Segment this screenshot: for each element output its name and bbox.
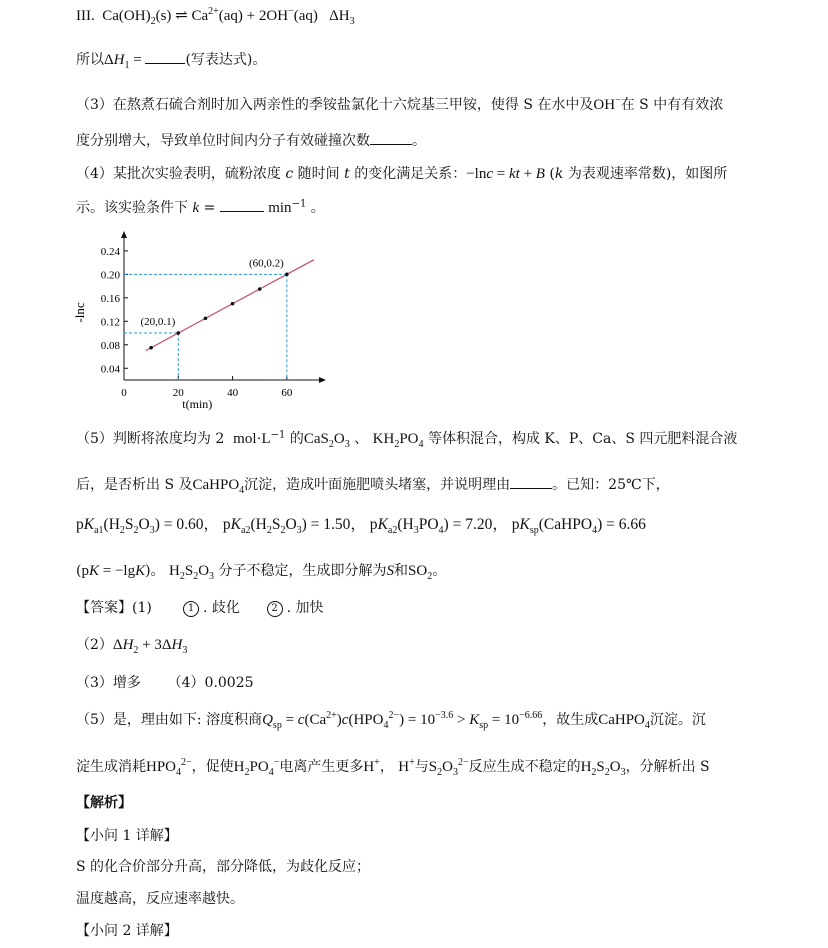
question-4: （4）某批次实验表明，硫粉浓度 c 随时间 t 的变化满足关系：−lnc = kt + B (k 为表观速率常数)，如图所 — [76, 166, 728, 182]
text: )。 — [145, 563, 165, 579]
text: 在 S 中有有效浓 — [620, 97, 724, 113]
circled-number: 2 — [267, 601, 283, 617]
text: ( — [549, 166, 555, 182]
text: （3）增多 — [76, 675, 141, 691]
text: （2） — [76, 637, 113, 653]
lnc-vs-time-chart — [70, 230, 330, 415]
y-tick-label: 0.04 — [100, 363, 120, 376]
x-axis-label: t(min) — [182, 397, 213, 411]
answer-blank[interactable] — [145, 49, 185, 64]
text: 所以 — [76, 52, 104, 68]
text: （3）在熬煮石硫合剂时加入两亲性的季铵盐氯化十六烷基三甲铵，使得 S 在水中及 — [76, 97, 594, 113]
x-axis-arrow — [319, 377, 326, 383]
text: 沉淀。沉 — [649, 712, 706, 728]
text: 和 — [394, 563, 408, 579]
analysis-heading: 【解析】 — [76, 795, 132, 811]
y-tick-label: 0.20 — [100, 269, 120, 282]
question-5-cont: 后，是否析出 S 及CaHPO$_4$沉淀，造成叶面施肥喷头堵塞，并说明理由 。已知：25℃下， — [76, 474, 808, 496]
text: . 加快 — [286, 600, 324, 616]
value: 6.66 — [618, 516, 646, 533]
x-tick-label: 60 — [281, 387, 293, 399]
text: 为表观速率常数)，如图所 — [567, 166, 728, 182]
pka-values: $pK_{a1}(H_2S_2O_3) = 0.60$， $pK_{a2}(H_2S_2O_3) = 1.50$， $pK_{a2}(H_3PO_4) = 7.20$， $pK_{sp}(CaHPO_4) = 6.66$ — [76, 516, 646, 537]
answer-3-4 — [76, 672, 808, 694]
y-tick-label: 0.16 — [100, 292, 120, 305]
text: 度分别增大，导致单位时间内分子有效碰撞次数 — [76, 133, 370, 149]
text: 后，是否析出 S 及 — [76, 477, 193, 493]
question-3: （3）在熬煮石硫合剂时加入两亲性的季铵盐氯化十六烷基三甲铵，使得 S 在水中及OH−在 S 中有有效浓 — [76, 95, 724, 113]
text: 的 — [289, 431, 304, 447]
point-annotation: (60,0.2) — [249, 257, 284, 270]
subquestion-2-heading: 【小问 2 详解】 — [76, 923, 178, 939]
text: c — [285, 166, 294, 182]
answer-1 — [76, 597, 808, 619]
text: 沉淀，造成叶面施肥喷头堵塞，并说明理由 — [244, 477, 511, 493]
x-tick-label: 20 — [172, 387, 184, 399]
equation-iii: III. $Ca(OH)_2(s)$ ⇌ $Ca^{2+}(aq) + 2OH^-(aq)$ $\Delta H_3$ — [76, 6, 355, 27]
text: ，促使 — [191, 759, 234, 775]
answer-blank[interactable] — [220, 197, 264, 212]
data-point — [285, 273, 289, 277]
text: min — [268, 200, 292, 216]
text: mol·L — [233, 431, 271, 447]
fit-line — [146, 260, 314, 351]
text: ， — [379, 759, 394, 775]
subquestion-1-heading: 【小问 1 详解】 — [76, 828, 178, 844]
text: 。已知：25℃下， — [552, 477, 670, 493]
circled-number: 1 — [183, 601, 199, 617]
text: . 歧化 — [203, 600, 240, 616]
text: 的变化满足关系： — [354, 166, 467, 182]
data-point — [204, 317, 208, 321]
text: （5）是，理由如下: 溶度积商 — [76, 712, 263, 728]
question-2-blank: 所以$\Delta H_1$ = (写表达式)。 — [76, 49, 808, 71]
text: （5）判断将浓度均为 2 — [76, 431, 225, 447]
text: ，故生成 — [542, 712, 599, 728]
value: 0.60 — [176, 516, 204, 533]
question-3-cont — [76, 130, 808, 152]
answer-2: $(2)\Delta H_2 + 3\Delta H_3$ — [76, 637, 188, 656]
data-point — [258, 287, 262, 291]
text: ，分解析出 S — [625, 759, 710, 775]
y-tick-label: 0.24 — [100, 245, 120, 258]
value: 1.50 — [323, 516, 351, 533]
data-point — [149, 346, 153, 350]
text: (写表达式)。 — [185, 52, 267, 68]
answer-blank[interactable] — [510, 474, 552, 489]
text: k — [554, 166, 564, 182]
equation-label: III. — [76, 8, 95, 24]
text: （4）某批次实验表明，硫粉浓度 — [76, 166, 281, 182]
text: 淀生成消耗 — [76, 759, 146, 775]
analysis-text-2: 温度越高，反应速率越快。 — [76, 891, 244, 907]
text: 随时间 — [297, 166, 340, 182]
text: 。 — [432, 563, 447, 579]
question-5: （5）判断将浓度均为 2 $mol\cdot L^{-1}$ 的$CaS_2O_3$ 、 $KH_2PO_4$ 等体积混合，构成 K、P、Ca、S 四元肥料混合液 — [76, 429, 738, 450]
pk-definition: (pK = −lgK)。 $H_2S_2O_3$ 分子不稳定，生成即分解为S和$SO_2$。 — [76, 563, 447, 582]
text: （4）0.0025 — [167, 675, 254, 691]
text: S — [386, 563, 394, 579]
y-tick-label: 0.08 — [100, 339, 120, 352]
text: 反应生成不稳定的 — [468, 759, 581, 775]
text: 电离产生更多 — [279, 759, 364, 775]
analysis-text-1: S 的化合价部分升高，部分降低，为歧化反应； — [76, 859, 371, 875]
text: 与 — [414, 759, 429, 775]
value: 7.20 — [465, 516, 493, 533]
y-tick-label: 0.12 — [100, 316, 120, 329]
data-point — [176, 331, 180, 335]
text: 等体积混合，构成 K、P、Ca、S 四元肥料混合液 — [427, 431, 738, 447]
text: 分子不稳定，生成即分解为 — [218, 563, 387, 579]
text: 示。该实验条件下 — [76, 200, 188, 216]
answer-5: （5）是，理由如下: 溶度积商$Q_{sp} = c(Ca^{2+})c(HPO_4^{2-}) = 10^{-3.6} > K_{sp} = 10^{-6.66}$，故生成CaHPO$_4$沉淀。沉 — [76, 710, 706, 731]
answer-blank[interactable] — [370, 130, 412, 145]
answer-label: 【答案】(1) — [76, 600, 152, 616]
y-axis-label: -lnc — [72, 302, 87, 323]
text: 、 — [354, 431, 369, 447]
data-point — [231, 302, 235, 306]
x-tick-label: 0 — [121, 387, 127, 399]
text: 。 — [412, 133, 426, 149]
x-tick-label: 40 — [227, 387, 239, 399]
y-axis-arrow — [121, 231, 127, 238]
text: t — [344, 166, 350, 182]
text: ( — [76, 563, 82, 579]
answer-5-cont: 淀生成消耗$HPO_4^{2-}$，促使$H_2PO_4^-$电离产生更多H+， H+与$S_2O_3^{2-}$反应生成不稳定的$H_2S_2O_3$，分解析出 S — [76, 757, 710, 778]
point-annotation: (20,0.1) — [140, 316, 176, 329]
question-4-cont: 示。该实验条件下 $k = \min^{-1}$ 。 — [76, 198, 325, 216]
